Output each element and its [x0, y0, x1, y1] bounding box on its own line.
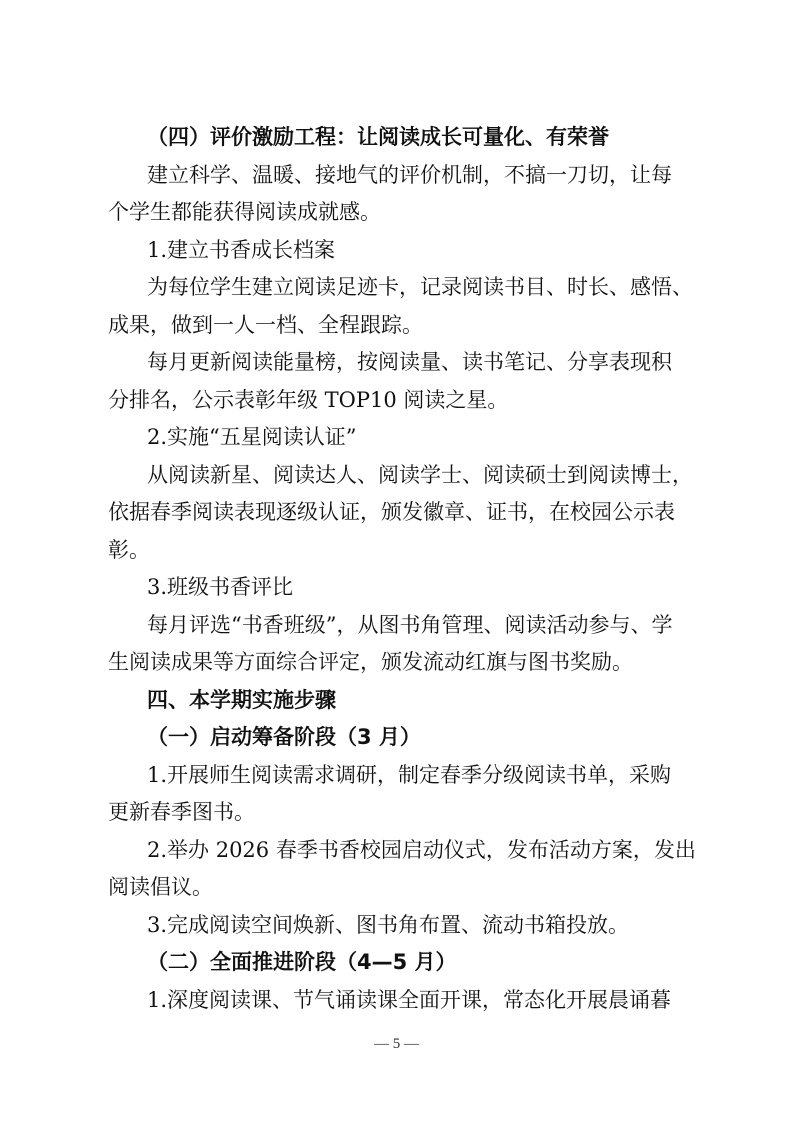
- subheading-five-star: 2.实施“五星阅读认证”: [147, 425, 357, 449]
- paragraph-line: 更新春季图书。: [108, 800, 255, 824]
- paragraph-line: 1.深度阅读课、节气诵读课全面开课，常态化开展晨诵暮: [147, 988, 672, 1012]
- subheading-class-contest: 3.班级书香评比: [147, 575, 294, 599]
- paragraph-line: 生阅读成果等方面综合评定，颁发流动红旗与图书奖励。: [108, 650, 633, 674]
- paragraph-line: 个学生都能获得阅读成就感。: [108, 200, 381, 224]
- page-number: — 5 —: [374, 1036, 419, 1052]
- section-heading-evaluation: （四）评价激励工程：让阅读成长可量化、有荣誉: [147, 125, 609, 149]
- paragraph-line: 为每位学生建立阅读足迹卡，记录阅读书目、时长、感悟、: [147, 275, 693, 299]
- paragraph-line: 1.开展师生阅读需求调研，制定春季分级阅读书单，采购: [147, 763, 672, 787]
- paragraph-line: 成果，做到一人一档、全程跟踪。: [108, 313, 423, 337]
- paragraph-line: 彰。: [108, 538, 150, 562]
- paragraph-line: 建立科学、温暖、接地气的评价机制，不搞一刀切，让每: [147, 163, 672, 187]
- paragraph-line: 依据春季阅读表现逐级认证，颁发徽章、证书，在校园公示表: [108, 500, 675, 524]
- paragraph-line: 分排名，公示表彰年级 TOP10 阅读之星。: [108, 388, 509, 412]
- section-heading-steps: 四、本学期实施步骤: [147, 688, 336, 712]
- paragraph-line: 3.完成阅读空间焕新、图书角布置、流动书箱投放。: [147, 913, 630, 937]
- paragraph-line: 每月更新阅读能量榜，按阅读量、读书笔记、分享表现积: [147, 350, 672, 374]
- paragraph-line: 从阅读新星、阅读达人、阅读学士、阅读硕士到阅读博士，: [147, 463, 693, 487]
- paragraph-line: 阅读倡议。: [108, 875, 213, 899]
- paragraph-line: 每月评选“书香班级”，从图书角管理、阅读活动参与、学: [147, 613, 673, 637]
- subheading-archive: 1.建立书香成长档案: [147, 238, 336, 262]
- phase-heading-promotion: （二）全面推进阶段（4—5 月）: [147, 950, 457, 974]
- paragraph-line: 2.举办 2026 春季书香校园启动仪式，发布活动方案，发出: [147, 838, 696, 862]
- phase-heading-preparation: （一）启动筹备阶段（3 月）: [147, 725, 421, 749]
